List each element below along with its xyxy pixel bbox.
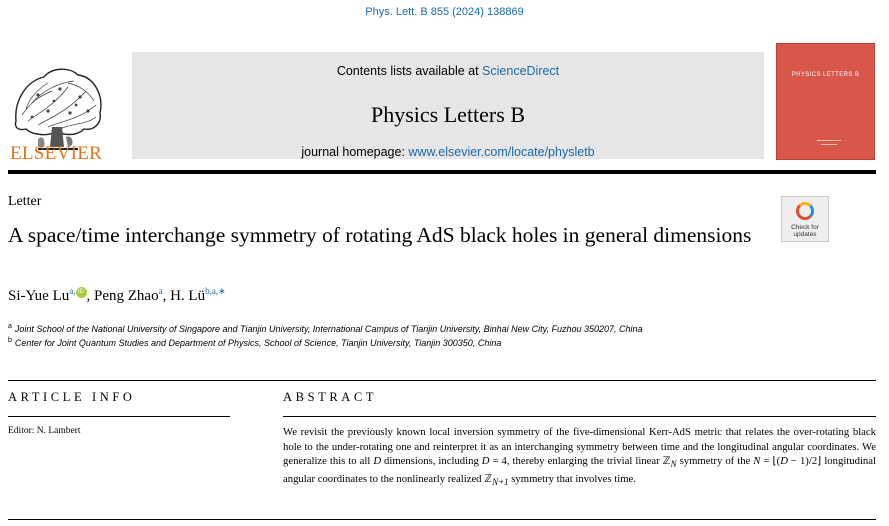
check-for-updates-button[interactable] [781,196,829,242]
abstract-heading: ABSTRACT [283,390,378,404]
check-updates-icon [796,202,814,220]
article-type: Letter [8,194,42,209]
author-list: Si-Yue $Lu^{a,}$ iD , Peng Zhao$^a$, H. $Lü^{b,a,∗}$ [8,286,226,304]
homepage-line [132,145,764,159]
article-info-heading: ARTICLE INFO [8,390,136,404]
editor-line: Editor: N. Lambert [8,426,81,436]
author-affil-mark[interactable]: a, [69,286,76,296]
header-divider [8,170,876,174]
journal-homepage-link[interactable]: www.elsevier.com/locate/physletb [408,145,595,159]
section-divider [283,416,876,417]
cover-title: PHYSICS LETTERS B [791,72,860,78]
section-divider [8,416,230,417]
homepage-prefix: journal homepage: [301,145,409,159]
abstract-text: We revisit the previously known local inversion symmetry of the five-dimensional Kerr-AdS metric that relates the over-rotating black hole to the under-rotating one and reinterpret it as an interchanging symmetry between time and the longitudinal angular coordinates. We generalize this to all D dimensions, including D = 4, thereby enlarging the trivial linear ℤ$_N$ symmetry of the N = ⌊(D − 1)/2⌋ longitudinal angular coordinates to the nonlinearly realized ℤ$_{N+1}$ symmetry that involves time. [283,426,876,488]
cover-divider [821,144,837,145]
author-name[interactable]: H. Lü [170,288,206,304]
section-divider [8,380,876,381]
bottom-divider [8,519,876,520]
author-name[interactable]: Si-Yue Lu [8,288,70,304]
elsevier-wordmark[interactable]: ELSEVIER [10,143,103,164]
journal-title[interactable]: Physics Letters B [371,102,525,127]
orcid-icon[interactable]: iD [76,287,87,298]
journal-cover-image[interactable] [776,43,875,160]
sciencedirect-link[interactable]: ScienceDirect [482,64,560,78]
author-affil-mark[interactable]: a [158,286,163,296]
cover-divider [817,140,841,141]
contents-prefix: Contents lists available at [336,64,483,78]
affiliation: $^b$ Center for Joint Quantum Studies and Department of Physics, School of Science, Tianjin University, Tianjin 300350, China [8,337,502,348]
article-title: A space/time interchange symmetry of rotating AdS black holes in general dimensions [8,223,752,247]
affiliation: $^a$ Joint School of the National University of Singapore and Tianjin University, International Campus of Tianjin University, Binhai New City, Fuzhou 350207, China [8,323,643,334]
journal-header [8,40,876,162]
journal-citation[interactable]: Phys. Lett. B 855 (2024) 138869 [365,6,524,18]
check-updates-label: Check for updates [791,224,819,238]
author-affil-mark[interactable]: b,a,∗ [205,286,226,296]
author-name[interactable]: Peng Zhao [94,288,159,304]
contents-line [132,64,764,78]
journal-banner [132,52,764,159]
